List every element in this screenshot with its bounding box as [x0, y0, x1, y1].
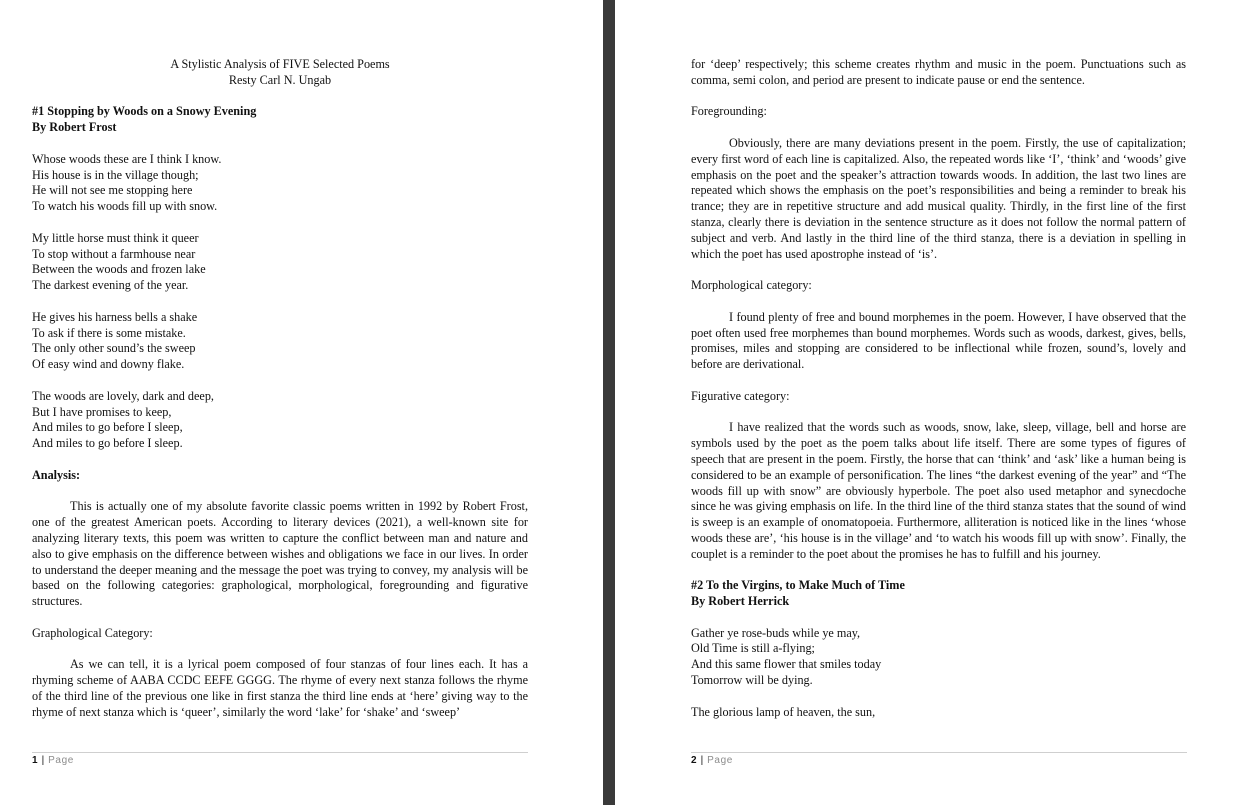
poem-2-stanza-2: [691, 705, 1186, 721]
page-gutter: [603, 0, 615, 805]
foregrounding-heading: Foregrounding:: [691, 104, 767, 119]
footer-divider: [691, 752, 1187, 753]
poem-line: And miles to go before I sleep.: [32, 436, 183, 451]
morphological-paragraph: I found plenty of free and bound morphemes in the poem. However, I have observed that the poet often used free morphemes than bound morphemes. Words such as woods, darkest, gives, bells, promises, miles and stopping are considered to be inflectional while frozen, sound’s, lovely and before are derivational.: [691, 309, 1186, 372]
page-footer: [32, 755, 74, 767]
page-2-content: [691, 57, 1186, 720]
poem-2-heading: #2 To the Virgins, to Make Much of Time: [691, 578, 905, 593]
graphological-heading: Graphological Category:: [32, 625, 153, 640]
figurative-heading: Figurative category:: [691, 388, 790, 403]
poem-1-heading: #1 Stopping by Woods on a Snowy Evening: [32, 104, 257, 119]
document-title: A Stylistic Analysis of FIVE Selected Poems: [170, 57, 390, 71]
poem-line: He will not see me stopping here: [32, 183, 193, 198]
morphological-heading: Morphological category:: [691, 278, 812, 293]
poem-1-byline: By Robert Frost: [32, 120, 117, 135]
page-number: 2: [691, 755, 698, 766]
poem-line: Of easy wind and downy flake.: [32, 357, 185, 372]
footer-page-label: Page: [48, 755, 74, 766]
poem-line: Between the woods and frozen lake: [32, 262, 206, 277]
graphological-paragraph: As we can tell, it is a lyrical poem composed of four stanzas of four lines each. It has a rhyming scheme of AABA CCDC EEFE GGGG. The rhyme of every next stanza follows the rhyme of the third line of the previous one like in first stanza the third line ends at ‘here’ giving way to the rhyme of next stanza which is ‘queer’, similarly the word ‘lake’ for ‘shake’ and ‘sweep’: [32, 657, 528, 719]
poem-line: The only other sound’s the sweep: [32, 341, 196, 356]
page-footer: [691, 755, 733, 767]
poem-line: His house is in the village though;: [32, 167, 199, 182]
poem-2-byline: By Robert Herrick: [691, 594, 790, 609]
poem-1-stanza-1: [32, 152, 528, 215]
poem-line: Gather ye rose-buds while ye may,: [691, 625, 861, 640]
poem-line: My little horse must think it queer: [32, 230, 199, 245]
poem-line: Tomorrow will be dying.: [691, 673, 813, 688]
footer-page-label: Page: [707, 755, 733, 766]
figurative-paragraph: I have realized that the words such as woods, snow, lake, sleep, village, bell and horse are symbols used by the poet as the poem talks about life itself. There are some types of figures of speech that are present in the poem. Firstly, the horse that can ‘think’ and ‘ask’ like a human being is considered to be an example of personification. The lines “the darkest evening of the year” and “The woods fill up with snow” are obviously hyperbole. The poet also used metaphor and synecdoche since he was giving emphasis on life. In the third line of the third stanza states that the sound of wind is sweep is an example of onomatopoeia. Furthermore, alliteration is noticed like in the lines ‘whose woods these are’, ‘his house is in the village’ and ‘to watch his woods fill up with snow’. Finally, the couplet is a reminder to the poet about the promises he has to fulfill and his journey.: [691, 420, 1186, 561]
poem-line: The darkest evening of the year.: [32, 278, 189, 293]
poem-line: To watch his woods fill up with snow.: [32, 199, 218, 214]
poem-line: The glorious lamp of heaven, the sun,: [691, 704, 876, 719]
document-author: Resty Carl N. Ungab: [228, 72, 332, 87]
poem-2-stanza-1: [691, 626, 1186, 689]
page-1: [0, 0, 603, 805]
poem-line: The woods are lovely, dark and deep,: [32, 388, 214, 403]
poem-line: But I have promises to keep,: [32, 404, 172, 419]
poem-line: And miles to go before I sleep,: [32, 420, 183, 435]
poem-line: And this same flower that smiles today: [691, 657, 882, 672]
footer-separator: |: [41, 755, 45, 766]
poem-line: To stop without a farmhouse near: [32, 246, 196, 261]
analysis-paragraph: This is actually one of my absolute favorite classic poems written in 1992 by Robert Frost, one of the greatest American poets. According to literary devices (2021), a well-known site for analyzing literary texts, this poem was written to capture the conflict between man and nature and also to give emphasis on the difference between wishes and obligations we face in our lives. In order to understand the deeper meaning and the message the poet was trying to convey, my analysis will be based on the following categories: graphological, morphological, foregrounding and figurative structures.: [32, 499, 528, 609]
analysis-heading: Analysis:: [32, 467, 81, 482]
footer-separator: |: [700, 755, 704, 766]
poem-1-stanza-4: [32, 389, 528, 452]
continued-paragraph: for ‘deep’ respectively; this scheme creates rhythm and music in the poem. Punctuations such as comma, semi colon, and period are present to indicate pause or end the sentence.: [691, 57, 1186, 87]
poem-1-stanza-3: [32, 310, 528, 373]
page-1-content: [32, 57, 528, 720]
poem-1-stanza-2: [32, 231, 528, 294]
poem-line: Old Time is still a-flying;: [691, 641, 815, 656]
poem-line: Whose woods these are I think I know.: [32, 151, 222, 166]
page-number: 1: [32, 755, 39, 766]
foregrounding-paragraph: Obviously, there are many deviations present in the poem. Firstly, the use of capitalization; every first word of each line is capitalized. Also, the repeated words like ‘I’, ‘think’ and ‘woods’ give emphasis on the poet and the speaker’s attraction towards woods. In addition, the last two lines are repeated which shows the emphasis on the poet’s responsibilities and being a reminder to break his trance; they are in repetitive structure and add musical quality. Thirdly, in the first line of the first stanza, clearly there is deviation in the sentence structure as it does not follow the normal pattern of subject and verb. And lastly in the third line of the third stanza, there is a deviation in spelling in which the poet has used apostrophe instead of ‘is’.: [691, 135, 1186, 261]
footer-divider: [32, 752, 528, 753]
poem-line: To ask if there is some mistake.: [32, 325, 186, 340]
page-2: [615, 0, 1234, 805]
poem-line: He gives his harness bells a shake: [32, 309, 198, 324]
